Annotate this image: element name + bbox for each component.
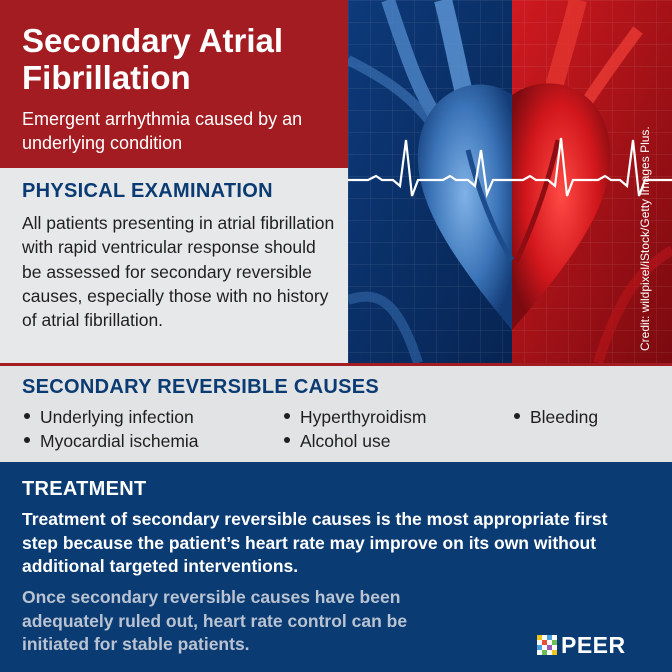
treatment-main-text: Treatment of secondary reversible causes is the most appropriate first step because the patient’s heart rate may improve on its own without additional targeted interventions.: [22, 509, 608, 576]
cause-label: Myocardial ischemia: [40, 431, 199, 451]
peer-logo-text: PEER: [561, 631, 626, 658]
bullet-icon: [24, 437, 30, 443]
bullet-icon: [284, 413, 290, 419]
cause-item: [24, 431, 199, 452]
cause-label: Hyperthyroidism: [300, 407, 427, 427]
physical-exam-text: All patients presenting in atrial fibrillation with rapid ventricular response should be assessed for secondary reversible causes, especially those with no history of atrial fibrillation.: [22, 213, 335, 331]
title-block: [0, 0, 348, 168]
image-credit: Credit: wildpixel/iStock/Getty Images Plus.: [638, 126, 652, 351]
bullet-icon: [284, 437, 290, 443]
bullet-icon: [24, 413, 30, 419]
heart-illustration: [348, 0, 672, 363]
cause-item: [24, 407, 194, 428]
physical-exam-heading: PHYSICAL EXAMINATION: [22, 180, 273, 202]
cause-label: Alcohol use: [300, 431, 391, 451]
cause-item: [284, 431, 390, 452]
page-title: Secondary Atrial Fibrillation: [22, 22, 284, 96]
cause-item: [514, 407, 598, 428]
bullet-icon: [514, 413, 520, 419]
physical-exam-section: [0, 168, 348, 363]
causes-section: [0, 366, 672, 462]
cause-label: Bleeding: [530, 407, 599, 427]
cause-item: [284, 407, 426, 428]
peer-logo-icon: [537, 635, 557, 655]
peer-logo: [537, 632, 626, 658]
cause-label: Underlying infection: [40, 407, 194, 427]
treatment-heading: TREATMENT: [22, 478, 147, 500]
heart-ecg-image: [348, 0, 672, 363]
treatment-sub-text: Once secondary reversible causes have been adequately ruled out, heart rate control can be initiated for stable patients.: [22, 587, 408, 654]
page-subtitle: Emergent arrhythmia caused by an underlying condition: [22, 109, 303, 153]
causes-heading: SECONDARY REVERSIBLE CAUSES: [22, 376, 380, 398]
